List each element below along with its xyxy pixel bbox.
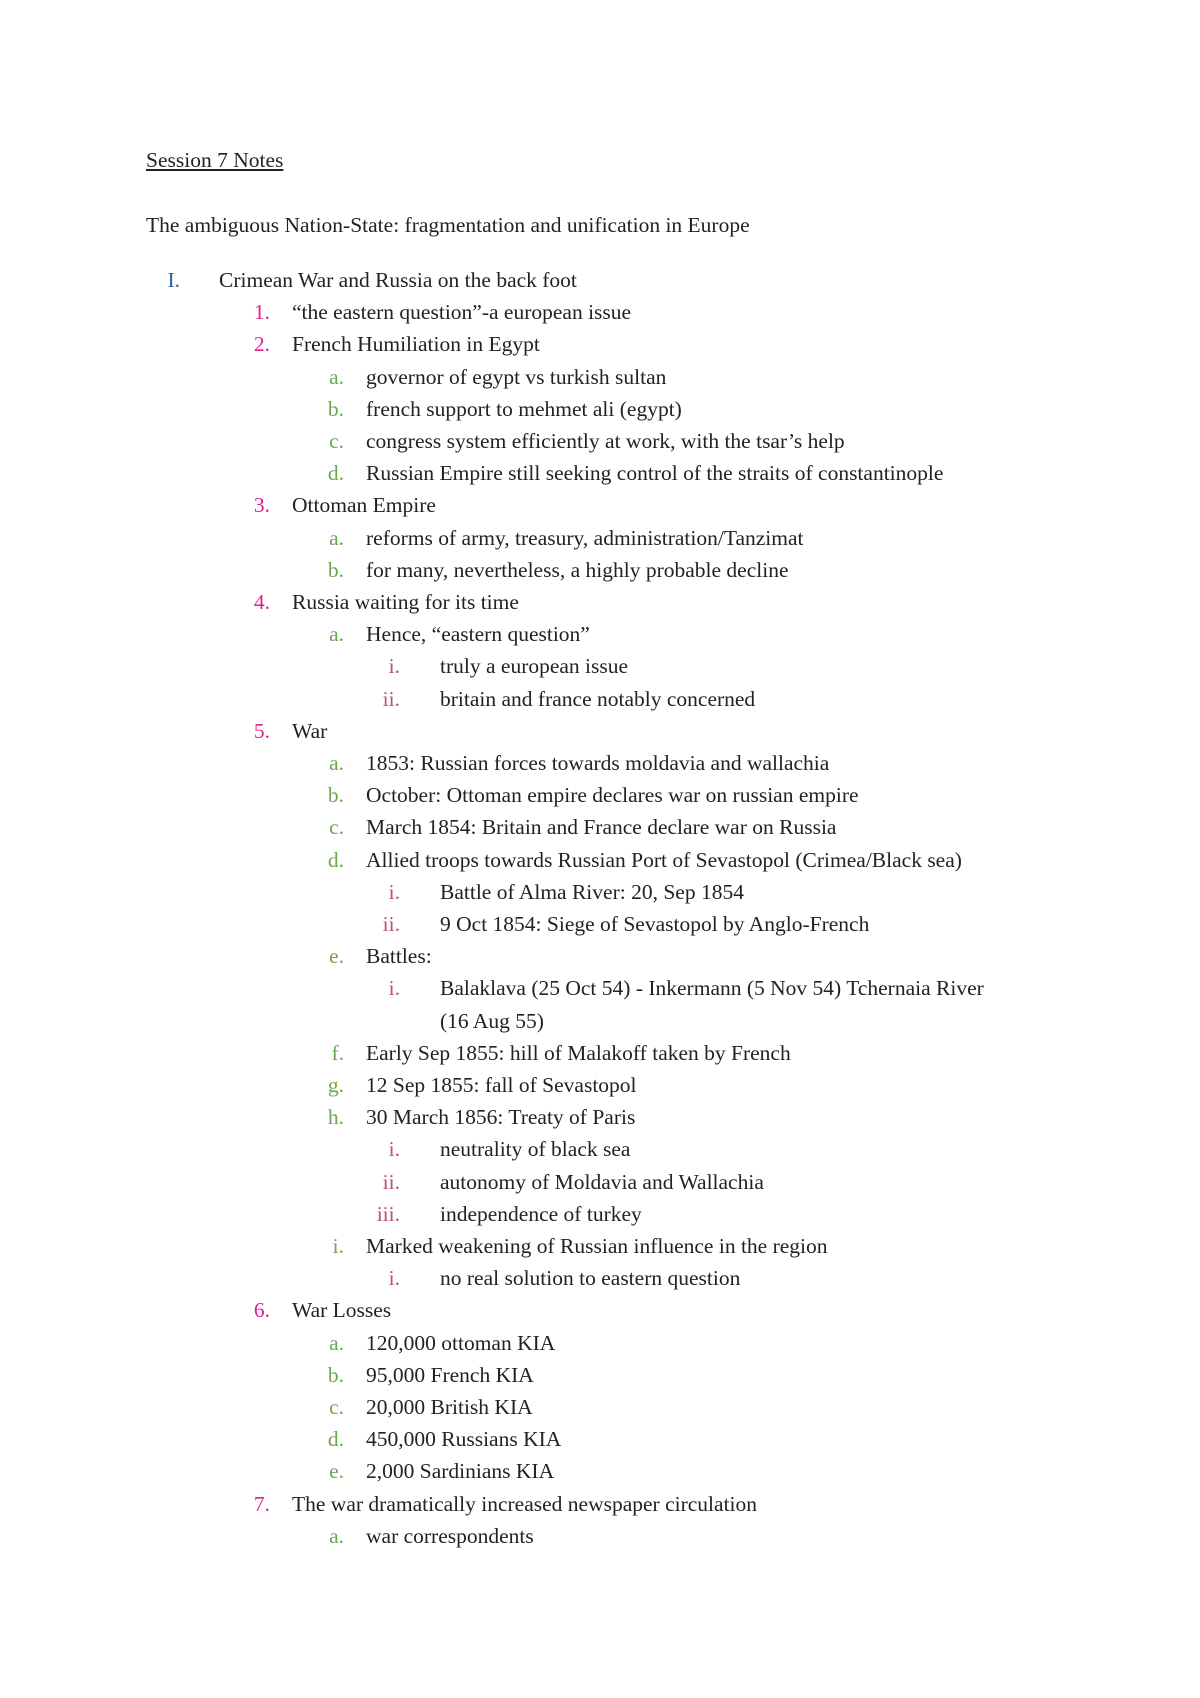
outline-marker: ii. <box>382 686 400 711</box>
outline-text: for many, nevertheless, a highly probable decline <box>366 557 789 582</box>
outline-marker: 4. <box>253 590 270 614</box>
outline-text: Allied troops towards Russian Port of Sevastopol (Crimea/Black sea) <box>366 847 962 872</box>
outline-item <box>0 1520 1200 1552</box>
outline-item <box>0 457 1200 489</box>
outline-marker: c. <box>329 429 344 453</box>
outline-marker: c. <box>329 1395 344 1419</box>
outline-item <box>0 1133 1200 1165</box>
outline-marker: iii. <box>376 1201 400 1226</box>
outline-item <box>0 940 1200 972</box>
outline-marker: d. <box>327 847 344 872</box>
outline-marker: f. <box>331 1040 344 1065</box>
outline-text: “the eastern question”-a european issue <box>292 300 632 325</box>
outline-item <box>0 1037 1200 1069</box>
outline-text: Early Sep 1855: hill of Malakoff taken by French <box>366 1040 791 1065</box>
outline-marker: ii. <box>382 912 400 936</box>
outline-marker: i. <box>332 1234 344 1258</box>
outline-text: October: Ottoman empire declares war on russian empire <box>366 783 859 808</box>
outline-item <box>0 1391 1200 1423</box>
outline-text: Hence, “eastern question” <box>366 622 590 647</box>
outline-marker: a. <box>329 525 344 550</box>
outline-text: independence of turkey <box>440 1201 642 1226</box>
outline-text: Ottoman Empire <box>292 493 436 518</box>
outline-text: Marked weakening of Russian influence in the region <box>366 1234 828 1258</box>
outline-marker: c. <box>329 815 344 840</box>
outline-item <box>0 296 1200 328</box>
outline-item <box>0 425 1200 457</box>
outline-item <box>0 522 1200 554</box>
outline-item <box>0 489 1200 521</box>
outline-marker: a. <box>329 751 344 775</box>
outline-item <box>0 908 1200 940</box>
outline-item <box>0 554 1200 586</box>
outline-item <box>0 618 1200 650</box>
outline-text: war correspondents <box>366 1523 534 1548</box>
outline-item <box>0 1198 1200 1230</box>
outline-item <box>0 586 1200 618</box>
outline-text: 2,000 Sardinians KIA <box>366 1459 555 1484</box>
outline-item <box>0 1359 1200 1391</box>
outline-marker: b. <box>327 396 344 421</box>
outline-text: (16 Aug 55) <box>440 1008 544 1033</box>
outline-text: Russian Empire still seeking control of the straits of constantinople <box>366 461 944 486</box>
outline-text: 20,000 British KIA <box>366 1395 533 1419</box>
outline-text: autonomy of Moldavia and Wallachia <box>440 1169 764 1194</box>
outline-item <box>0 650 1200 682</box>
outline-item <box>0 264 1200 296</box>
outline-text: French Humiliation in Egypt <box>292 332 540 357</box>
outline-text: 30 March 1856: Treaty of Paris <box>366 1105 636 1130</box>
outline-text: Battles: <box>366 944 432 969</box>
outline-marker: i. <box>388 976 400 1001</box>
outline-text: neutrality of black sea <box>440 1137 631 1162</box>
outline-marker: e. <box>329 1459 344 1484</box>
outline-marker: 6. <box>253 1298 270 1323</box>
outline-marker: e. <box>329 944 344 969</box>
outline-item <box>0 393 1200 425</box>
outline-text: governor of egypt vs turkish sultan <box>366 364 667 389</box>
outline-item <box>0 1230 1200 1262</box>
outline-item <box>0 715 1200 747</box>
outline-item <box>0 1005 1200 1037</box>
outline-marker: b. <box>327 1362 344 1387</box>
outline-marker: b. <box>327 783 344 808</box>
outline-text: Crimean War and Russia on the back foot <box>219 268 577 292</box>
outline-text: 9 Oct 1854: Siege of Sevastopol by Anglo-French <box>440 912 870 936</box>
outline-text: The war dramatically increased newspaper circulation <box>292 1491 758 1516</box>
outline-marker: 1. <box>253 300 270 325</box>
outline-text: truly a european issue <box>440 654 629 679</box>
outline-marker: i. <box>388 1266 400 1291</box>
outline-item <box>0 328 1200 360</box>
outline-marker: d. <box>327 1427 344 1452</box>
outline-item <box>0 1327 1200 1359</box>
outline-item <box>0 1166 1200 1198</box>
outline-marker: 3. <box>253 493 270 518</box>
outline-marker: 7. <box>253 1491 270 1516</box>
outline-marker: i. <box>388 1137 400 1162</box>
outline-text: March 1854: Britain and France declare war on Russia <box>366 815 837 840</box>
outline-item <box>0 1455 1200 1487</box>
outline-marker: a. <box>329 364 344 389</box>
outline-text: 12 Sep 1855: fall of Sevastopol <box>366 1073 637 1097</box>
outline-text: 1853: Russian forces towards moldavia and wallachia <box>366 751 830 775</box>
outline-text: 95,000 French KIA <box>366 1362 534 1387</box>
outline-item <box>0 876 1200 908</box>
outline-item <box>0 683 1200 715</box>
outline-item <box>0 972 1200 1004</box>
outline-text: britain and france notably concerned <box>440 686 756 711</box>
outline-marker: 5. <box>253 718 270 743</box>
outline-item <box>0 1069 1200 1101</box>
outline-marker: b. <box>327 557 344 582</box>
outline-item <box>0 1488 1200 1520</box>
outline-text: 450,000 Russians KIA <box>366 1427 562 1452</box>
outline-text: french support to mehmet ali (egypt) <box>366 396 682 421</box>
page-title: Session 7 Notes <box>146 148 284 172</box>
outline-item <box>0 1294 1200 1326</box>
outline-marker: i. <box>388 654 400 679</box>
outline-item <box>0 1101 1200 1133</box>
outline-marker: a. <box>329 1523 344 1548</box>
outline-marker: h. <box>327 1105 344 1130</box>
outline-item <box>0 1423 1200 1455</box>
page-subtitle: The ambiguous Nation-State: fragmentation and unification in Europe <box>146 213 750 237</box>
outline-item <box>0 811 1200 843</box>
outline-text: War <box>292 718 328 743</box>
outline-text: 120,000 ottoman KIA <box>366 1330 556 1355</box>
outline-marker: 2. <box>253 332 270 357</box>
outline-text: reforms of army, treasury, administration/Tanzimat <box>366 525 804 550</box>
outline-item <box>0 779 1200 811</box>
outline-marker: i. <box>388 879 400 904</box>
outline-text: Battle of Alma River: 20, Sep 1854 <box>440 879 744 904</box>
outline-text: Balaklava (25 Oct 54) - Inkermann (5 Nov 54) Tchernaia River <box>440 976 984 1001</box>
outline-item <box>0 361 1200 393</box>
outline-item <box>0 747 1200 779</box>
outline-text: no real solution to eastern question <box>440 1266 741 1291</box>
outline-text: Russia waiting for its time <box>292 590 519 614</box>
outline-marker: a. <box>329 622 344 647</box>
outline-marker: g. <box>327 1073 344 1097</box>
outline-text: congress system efficiently at work, with the tsar’s help <box>366 429 845 453</box>
outline-marker: I. <box>167 268 180 292</box>
outline-marker: d. <box>327 461 344 486</box>
outline-marker: ii. <box>382 1169 400 1194</box>
outline-item <box>0 1262 1200 1294</box>
outline-item <box>0 844 1200 876</box>
outline-marker: a. <box>329 1330 344 1355</box>
outline-text: War Losses <box>292 1298 392 1323</box>
